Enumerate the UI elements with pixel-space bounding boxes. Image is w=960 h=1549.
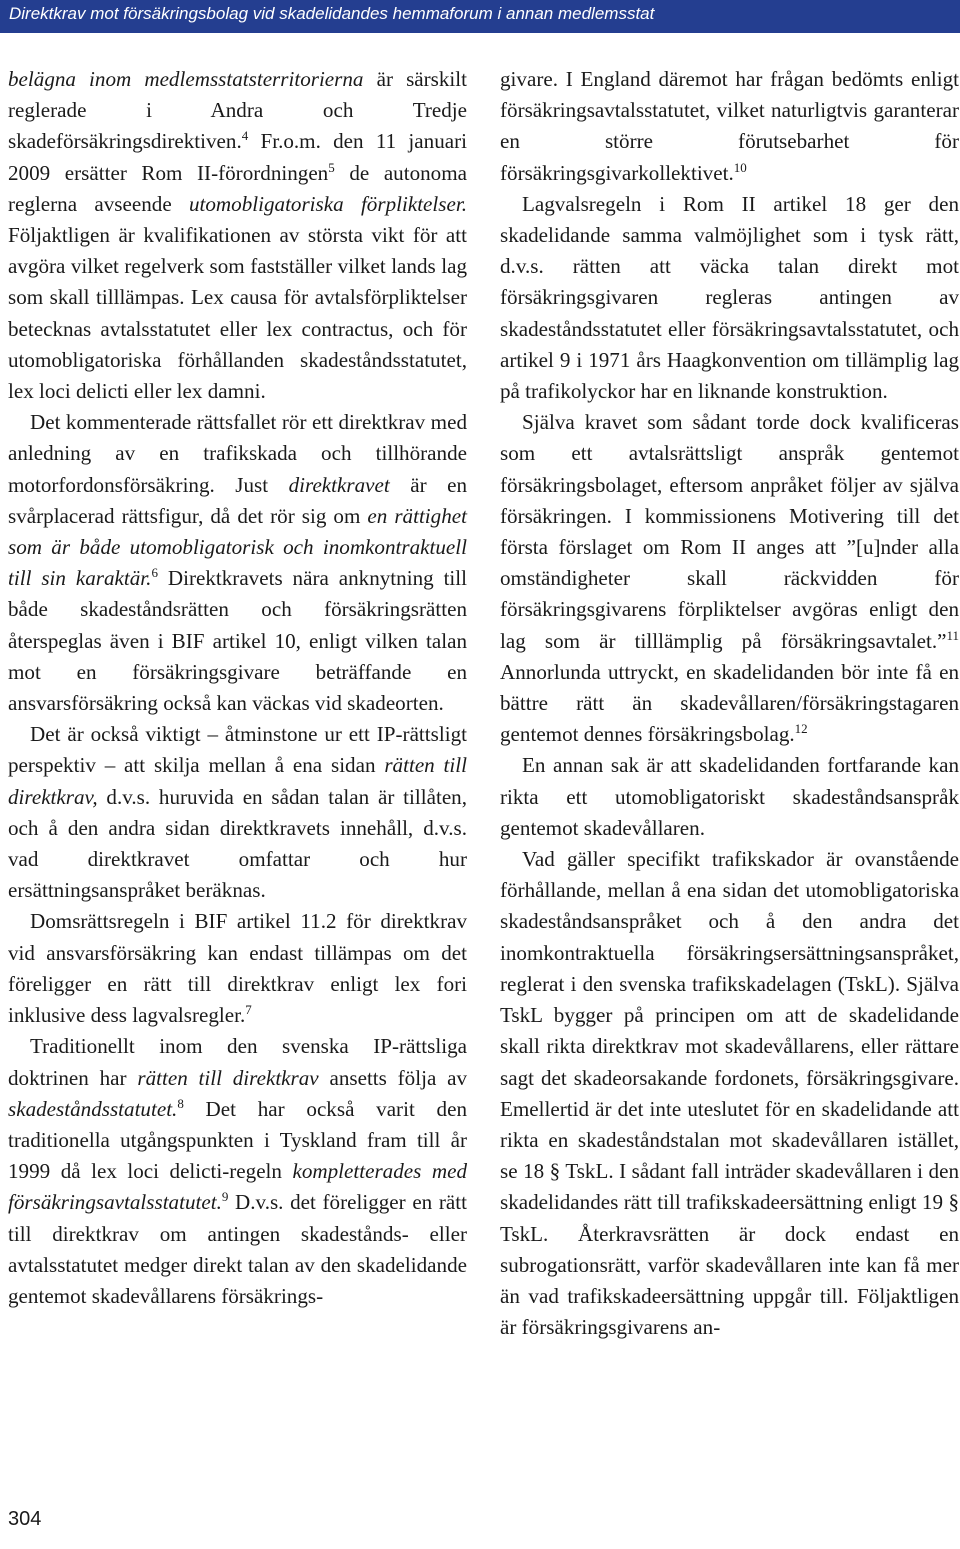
text-run: D.v.s. det föreligger en rätt till direktkrav om antingen skadestånds- eller avtalsstatutet medger direkt talan av den skadelidande gentemot skadevållarens försäkrings- — [8, 1190, 467, 1308]
text-run: är en svårplacerad rättsfigur, då det rör sig om — [8, 472, 468, 528]
text-run: Lagvalsregeln i Rom II artikel 18 ger den skadelidande samma valmöjlighet som i tysk rätt, d.v.s. rätten att väcka talan direkt mot försäkringsgivaren regleras antingen av skadeståndsstatutet eller försäkringsavtalsstatutet, och artikel 9 i 1971 års Haagkonvention om tillämplig lag på trafikolyckor har en liknande konstruktion. — [500, 191, 959, 404]
footnote-ref: 8 — [177, 1095, 184, 1111]
text-run: Det har också varit den traditionella utgångspunkten i Tyskland fram till år 1999 då lex loci delicti-regeln — [8, 1096, 467, 1184]
paragraph — [8, 1031, 467, 1312]
italic-text: skadeståndsstatutet. — [8, 1096, 178, 1121]
text-run: Följaktligen är kvalifikationen av största vikt för att avgöra vilket regelverk som fastställer vilket lands lag som skall tilllämpas. Lex causa för avtalsförpliktelser betecknas avtalsstatutet eller lex contractus, och för utomobligatoriska förhållanden skadeståndsstatutet, lex loci delicti eller lex damni. — [8, 223, 467, 404]
footnote-ref: 4 — [241, 128, 249, 144]
text-run: En annan sak är att skadelidanden fortfarande kan rikta ett utomobligatoriskt skadeståndsanspråk gentemot skadevållaren. — [500, 753, 959, 840]
text-run: Direktkravets nära anknytning till både skadeståndsrätten och försäkringsrätten återspeglas även i BIF artikel 10, enligt vilken talan mot en försäkringsgivare beträffande en ansvarsförsäkring också kan väckas vid skadeorten. — [8, 566, 468, 716]
italic-text: utomobligatoriska förpliktelser. — [188, 191, 467, 216]
left-column — [8, 64, 467, 1312]
text-run: Vad gäller specifikt trafikskador är ovanstående förhållande, mellan å ena sidan det utomobligatoriska skadeståndsanspråket och å den andra det inomkontraktuella försäkringsersättningsanspråket, reglerat i den svenska trafikskadelagen (TskL). Själva TskL bygger på principen om att de skadelidande skall rikta direktkrav mot skadevållarens, eller rättare sagt det skadeorsakande fordonets, försäkringsgivare. Emellertid är det inte uteslutet för en skadelidande att rikta en skadeståndstalan mot skadevållaren istället, se 18 § TskL. I sådant fall inträder skadevållaren i den skadelidandes rätt till trafikskadeersättning enligt 19 § TskL. Återkravsrätten är dock endast en subrogationsrätt, varför skadevållaren inte kan få mer än vad trafikskadeersättning uppgår till. Följaktligen är försäkringsgivarens an- — [500, 847, 959, 1340]
text-run: de autonoma reglerna avseende — [8, 160, 467, 216]
running-header — [0, 0, 960, 33]
text-run: Domsrättsregeln i BIF artikel 11.2 för direktkrav vid ansvarsförsäkring kan endast tillämpas om det föreligger en rätt till direktkrav enligt lex fori inklusive dess lagvalsregler. — [8, 909, 467, 1028]
paragraph — [8, 64, 467, 407]
paragraph — [500, 750, 959, 844]
text-run: d.v.s. huruvida en sådan talan är tillåten, och å den andra sidan direktkravets innehåll, d.v.s. vad direktkravet omfattar och hur ersättningsanspråket beräknas. — [8, 784, 467, 903]
italic-text: direktkravet — [288, 472, 390, 497]
paragraph — [500, 64, 959, 189]
italic-text: rätten till direktkrav, — [8, 753, 467, 809]
italic-text: kompletterades med försäkringsavtalsstatutet. — [8, 1159, 467, 1215]
paragraph — [8, 407, 467, 719]
paragraph — [8, 719, 467, 906]
paragraph — [500, 844, 959, 1343]
footnote-ref: 9 — [221, 1189, 229, 1205]
text-run: Fr.o.m. den 11 januari 2009 ersätter Rom II-förordningen — [8, 129, 467, 185]
footnote-ref: 7 — [245, 1002, 252, 1018]
footnote-ref: 11 — [946, 627, 959, 643]
footnote-ref: 12 — [794, 721, 808, 737]
footnote-ref: 6 — [151, 565, 158, 581]
running-title: Direktkrav mot försäkringsbolag vid skadelidandes hemmaforum i annan medlemsstat — [9, 4, 655, 23]
text-run: Traditionellt inom den svenska IP-rättsliga doktrinen har — [8, 1034, 467, 1090]
text-run: Annorlunda uttryckt, en skadelidanden bör inte få en bättre rätt än skadevållaren/försäkringstagaren gentemot dennes försäkringsbolag. — [500, 659, 959, 747]
text-run: Det kommenterade rättsfallet rör ett direktkrav med anledning av en trafikskada och tillhörande motorfordonsförsäkring. Just — [8, 410, 467, 497]
text-run: ansetts följa av — [318, 1065, 468, 1090]
footnote-ref: 5 — [328, 159, 335, 175]
footnote-ref: 10 — [733, 159, 747, 175]
paragraph — [500, 407, 959, 750]
italic-text: en rättighet som är både utomobligatorisk och inomkontraktuell till sin karaktär. — [8, 503, 467, 591]
text-run: Själva kravet som sådant torde dock kvalificeras som ett avtalsrättsligt anspråk gentemot försäkringsbolaget, eftersom anpråket följer av själva försäkringen. I kommissionens Motivering till det första förslaget om Rom II anges att ”[u]nder alla omständigheter skall räckvidden för försäkringsgivarens förpliktelser avgöras enligt den lag som är tilllämplig på försäkringsavtalet.” — [500, 410, 959, 653]
italic-text: rätten till direktkrav — [137, 1065, 319, 1090]
text-run: Det är också viktigt – åtminstone ur ett IP-rättsligt perspektiv – att skilja mellan å ena sidan — [8, 722, 467, 778]
italic-text: belägna inom medlemsstatsterritorierna — [8, 67, 364, 91]
paragraph — [8, 906, 467, 1031]
text-run: är särskilt reglerade i Andra och Tredje skadeförsäkringsdirektiven. — [8, 67, 467, 154]
paragraph — [500, 189, 959, 407]
right-column — [500, 64, 959, 1343]
page-number: 304 — [8, 1508, 42, 1530]
text-run: givare. I England däremot har frågan bedömts enligt försäkringsavtalsstatutet, vilket naturligtvis garanterar en större förutsebarhet för försäkringsgivarkollektivet. — [500, 67, 959, 185]
